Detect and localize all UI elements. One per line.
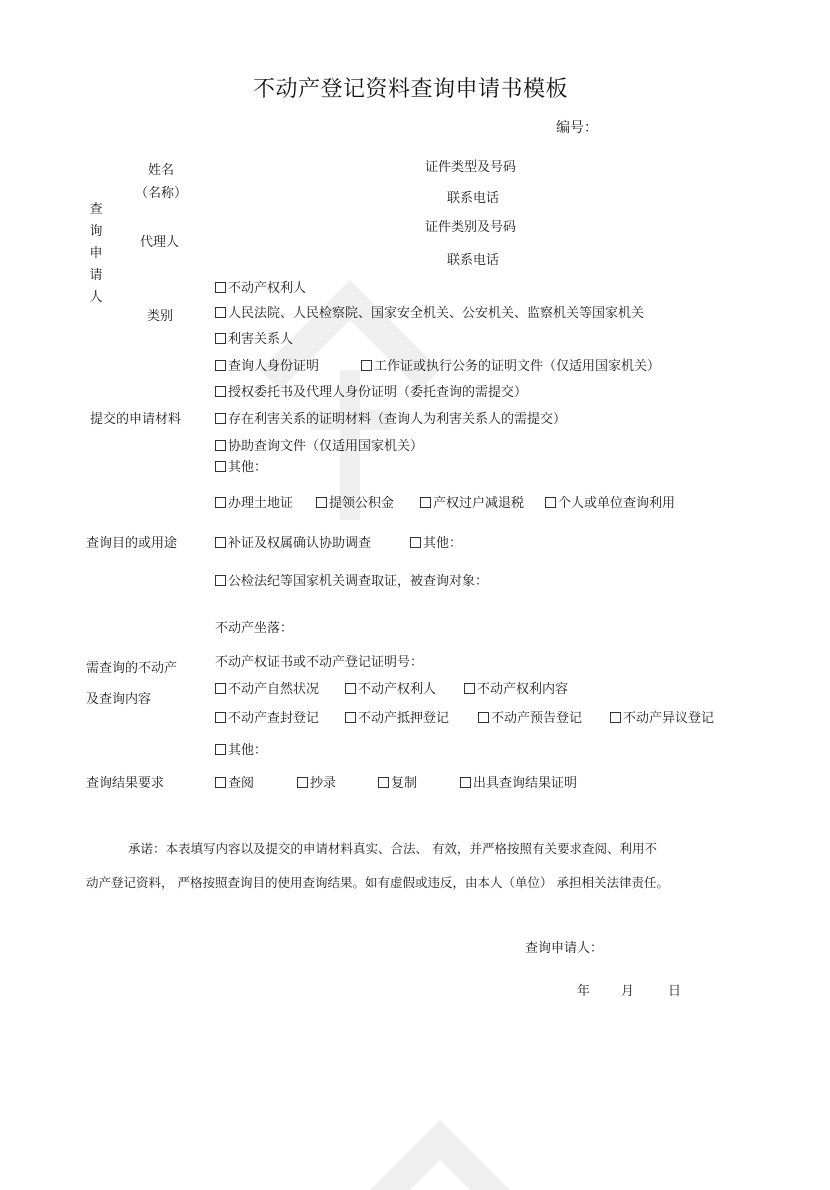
property-label-line2: 及查询内容 xyxy=(86,692,152,707)
material-option[interactable]: 其他： xyxy=(215,460,267,476)
checkbox[interactable] xyxy=(215,712,226,723)
checkbox[interactable] xyxy=(215,413,226,424)
property-label-line1: 需查询的不动产 xyxy=(86,661,178,676)
category-option[interactable]: 人民法院、人民检察院、国家安全机关、公安机关、监察机关等国家机关 xyxy=(215,306,644,322)
checkbox[interactable] xyxy=(545,497,556,508)
checkbox[interactable] xyxy=(478,712,489,723)
checkbox[interactable] xyxy=(215,777,226,788)
purpose-option[interactable]: 办理土地证 xyxy=(215,496,293,512)
signature-applicant-label: 查询申请人： xyxy=(525,941,604,956)
material-option[interactable]: 存在利害关系的证明材料（查询人为利害关系人的需提交） xyxy=(215,412,566,428)
checkbox[interactable] xyxy=(610,712,621,723)
agent-label: 代理人 xyxy=(140,235,180,250)
material-option[interactable]: 授权委托书及代理人身份证明（委托查询的需提交） xyxy=(215,385,527,401)
purpose-option[interactable]: 提领公积金 xyxy=(316,496,394,512)
purpose-option[interactable]: 公检法纪等国家机关调查取证，被查询对象： xyxy=(215,574,488,590)
purpose-label: 查询目的或用途 xyxy=(86,536,178,551)
serial-number-label: 编号： xyxy=(556,120,598,136)
signature-year: 年 xyxy=(577,984,591,999)
result-option[interactable]: 查阅 xyxy=(215,776,254,792)
material-option[interactable]: 查询人身份证明 xyxy=(215,359,319,375)
checkbox[interactable] xyxy=(215,386,226,397)
purpose-option[interactable]: 补证及权属确认协助调查 xyxy=(215,536,371,552)
checkbox[interactable] xyxy=(215,333,226,344)
property-option[interactable]: 其他： xyxy=(215,743,267,759)
checkbox[interactable] xyxy=(464,683,475,694)
property-cert-label: 不动产权证书或不动产登记证明号： xyxy=(215,655,424,670)
purpose-option[interactable]: 个人或单位查询利用 xyxy=(545,496,675,512)
property-option[interactable]: 不动产异议登记 xyxy=(610,711,714,727)
property-option[interactable]: 不动产抵押登记 xyxy=(345,711,449,727)
signature-day: 日 xyxy=(668,984,682,999)
property-option[interactable]: 不动产预告登记 xyxy=(478,711,582,727)
agent-phone-label: 联系电话 xyxy=(447,253,500,268)
name-label: 姓名 xyxy=(148,163,175,178)
document-title: 不动产登记资料查询申请书模板 xyxy=(253,77,569,102)
materials-label: 提交的申请材料 xyxy=(90,412,182,427)
property-option[interactable]: 不动产权利人 xyxy=(345,682,436,698)
purpose-option[interactable]: 产权过户减退税 xyxy=(420,496,524,512)
checkbox[interactable] xyxy=(460,777,471,788)
result-option[interactable]: 复制 xyxy=(378,776,417,792)
phone-label: 联系电话 xyxy=(447,191,500,206)
signature-month: 月 xyxy=(621,984,635,999)
result-option[interactable]: 出具查询结果证明 xyxy=(460,776,577,792)
checkbox[interactable] xyxy=(345,683,356,694)
result-label: 查询结果要求 xyxy=(86,776,165,791)
checkbox[interactable] xyxy=(215,461,226,472)
id-type-label: 证件类型及号码 xyxy=(425,160,517,175)
material-option[interactable]: 工作证或执行公务的证明文件（仅适用国家机关） xyxy=(361,359,660,375)
checkbox[interactable] xyxy=(410,537,421,548)
checkbox[interactable] xyxy=(215,744,226,755)
category-label: 类别 xyxy=(147,309,174,324)
checkbox[interactable] xyxy=(215,440,226,451)
checkbox[interactable] xyxy=(215,282,226,293)
checkbox[interactable] xyxy=(378,777,389,788)
checkbox[interactable] xyxy=(361,360,372,371)
checkbox[interactable] xyxy=(215,307,226,318)
watermark-logo xyxy=(340,1110,540,1190)
property-location-label: 不动产坐落： xyxy=(215,621,294,636)
pledge-line-2: 动产登记资料， 严格按照查询目的使用查询结果。如有虚假或违反，由本人（单位） 承担相关法律责任。 xyxy=(86,875,669,890)
property-option[interactable]: 不动产自然状况 xyxy=(215,682,319,698)
name-label-sub: （名称） xyxy=(135,186,188,201)
pledge-line-1: 承诺：本表填写内容以及提交的申请材料真实、合法、 有效，并严格按照有关要求查阅、利用不 xyxy=(128,841,657,856)
purpose-option[interactable]: 其他： xyxy=(410,536,462,552)
checkbox[interactable] xyxy=(215,683,226,694)
result-option[interactable]: 抄录 xyxy=(297,776,336,792)
checkbox[interactable] xyxy=(316,497,327,508)
material-option[interactable]: 协助查询文件（仅适用国家机关） xyxy=(215,439,423,455)
checkbox[interactable] xyxy=(215,575,226,586)
checkbox[interactable] xyxy=(420,497,431,508)
checkbox[interactable] xyxy=(215,497,226,508)
category-option[interactable]: 不动产权利人 xyxy=(215,281,306,297)
category-option[interactable]: 利害关系人 xyxy=(215,332,293,348)
checkbox[interactable] xyxy=(345,712,356,723)
property-option[interactable]: 不动产权利内容 xyxy=(464,682,568,698)
checkbox[interactable] xyxy=(215,360,226,371)
property-option[interactable]: 不动产查封登记 xyxy=(215,711,319,727)
checkbox[interactable] xyxy=(215,537,226,548)
checkbox[interactable] xyxy=(297,777,308,788)
agent-id-label: 证件类别及号码 xyxy=(425,220,517,235)
applicant-section-label: 查 询 申 请 人 xyxy=(89,202,103,305)
